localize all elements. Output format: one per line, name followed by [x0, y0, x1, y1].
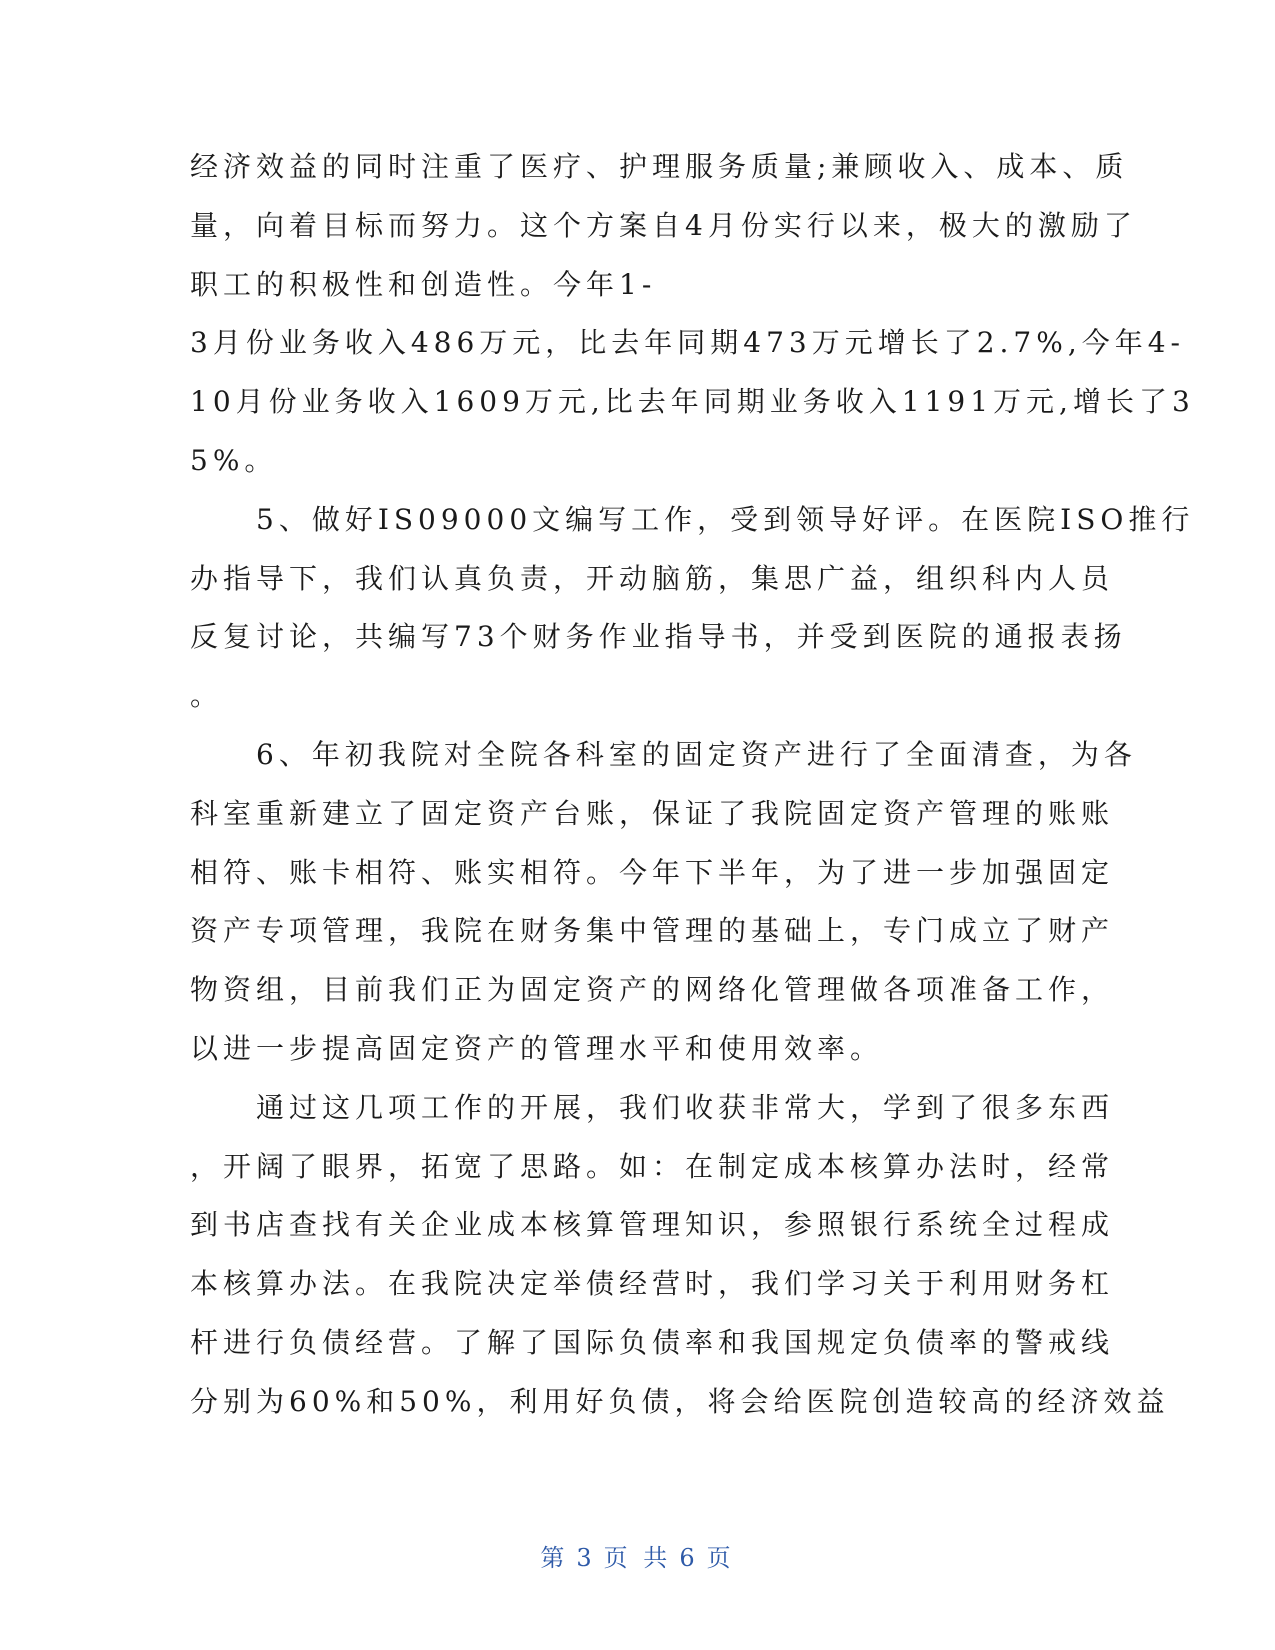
text-line: ，开阔了眼界，拓宽了思路。如：在制定成本核算办法时，经常: [190, 1149, 1115, 1183]
text-line: 5、做好IS09000文编写工作，受到领导好评。在医院ISO推行: [190, 502, 1195, 536]
page-footer: [0, 1538, 1275, 1573]
body-text: [190, 138, 1195, 1432]
text-line: 资产专项管理，我院在财务集中管理的基础上，专门成立了财产: [190, 914, 1115, 948]
page-label-mid: 页 共: [603, 1544, 672, 1572]
text-line: 以进一步提高固定资产的管理水平和使用效率。: [190, 1031, 884, 1065]
current-page-number: 3: [576, 1544, 596, 1572]
text-line: 量，向着目标而努力。这个方案自4月份实行以来，极大的激励了: [190, 208, 1137, 242]
text-line: 6、年初我院对全院各科室的固定资产进行了全面清查，为各: [190, 737, 1137, 771]
text-line: 杆进行负债经营。了解了国际负债率和我国规定负债率的警戒线: [190, 1325, 1115, 1359]
text-line: 物资组，目前我们正为固定资产的网络化管理做各项准备工作，: [190, 973, 1115, 1007]
text-line: 5%。: [190, 443, 278, 477]
text-line: 3月份业务收入486万元，比去年同期473万元增长了2.7%,今年4-: [190, 326, 1186, 360]
text-line: 分别为60%和50%，利用好负债，将会给医院创造较高的经济效益: [190, 1384, 1170, 1418]
text-line: 反复讨论，共编写73个财务作业指导书，并受到医院的通报表扬: [190, 620, 1127, 654]
text-line: 科室重新建立了固定资产台账，保证了我院固定资产管理的账账: [190, 796, 1115, 830]
text-line: 通过这几项工作的开展，我们收获非常大，学到了很多东西: [190, 1090, 1115, 1124]
text-line: 本核算办法。在我院决定举债经营时，我们学习关于利用财务杠: [190, 1267, 1115, 1301]
text-line: 。: [190, 679, 224, 713]
text-line: 经济效益的同时注重了医疗、护理服务质量;兼顾收入、成本、质: [190, 150, 1129, 183]
text-line: 相符、账卡相符、账实相符。今年下半年，为了进一步加强固定: [190, 855, 1115, 889]
text-line: 职工的积极性和创造性。今年1-: [190, 267, 657, 301]
text-line: 到书店查找有关企业成本核算管理知识，参照银行系统全过程成: [190, 1208, 1115, 1242]
page-label-prefix: 第: [540, 1544, 569, 1572]
total-pages-number: 6: [679, 1544, 699, 1572]
text-line: 办指导下，我们认真负责，开动脑筋，集思广益，组织科内人员: [190, 561, 1115, 595]
text-line: 10月份业务收入1609万元,比去年同期业务收入1191万元,增长了3: [190, 385, 1195, 419]
page-label-suffix: 页: [706, 1544, 735, 1572]
